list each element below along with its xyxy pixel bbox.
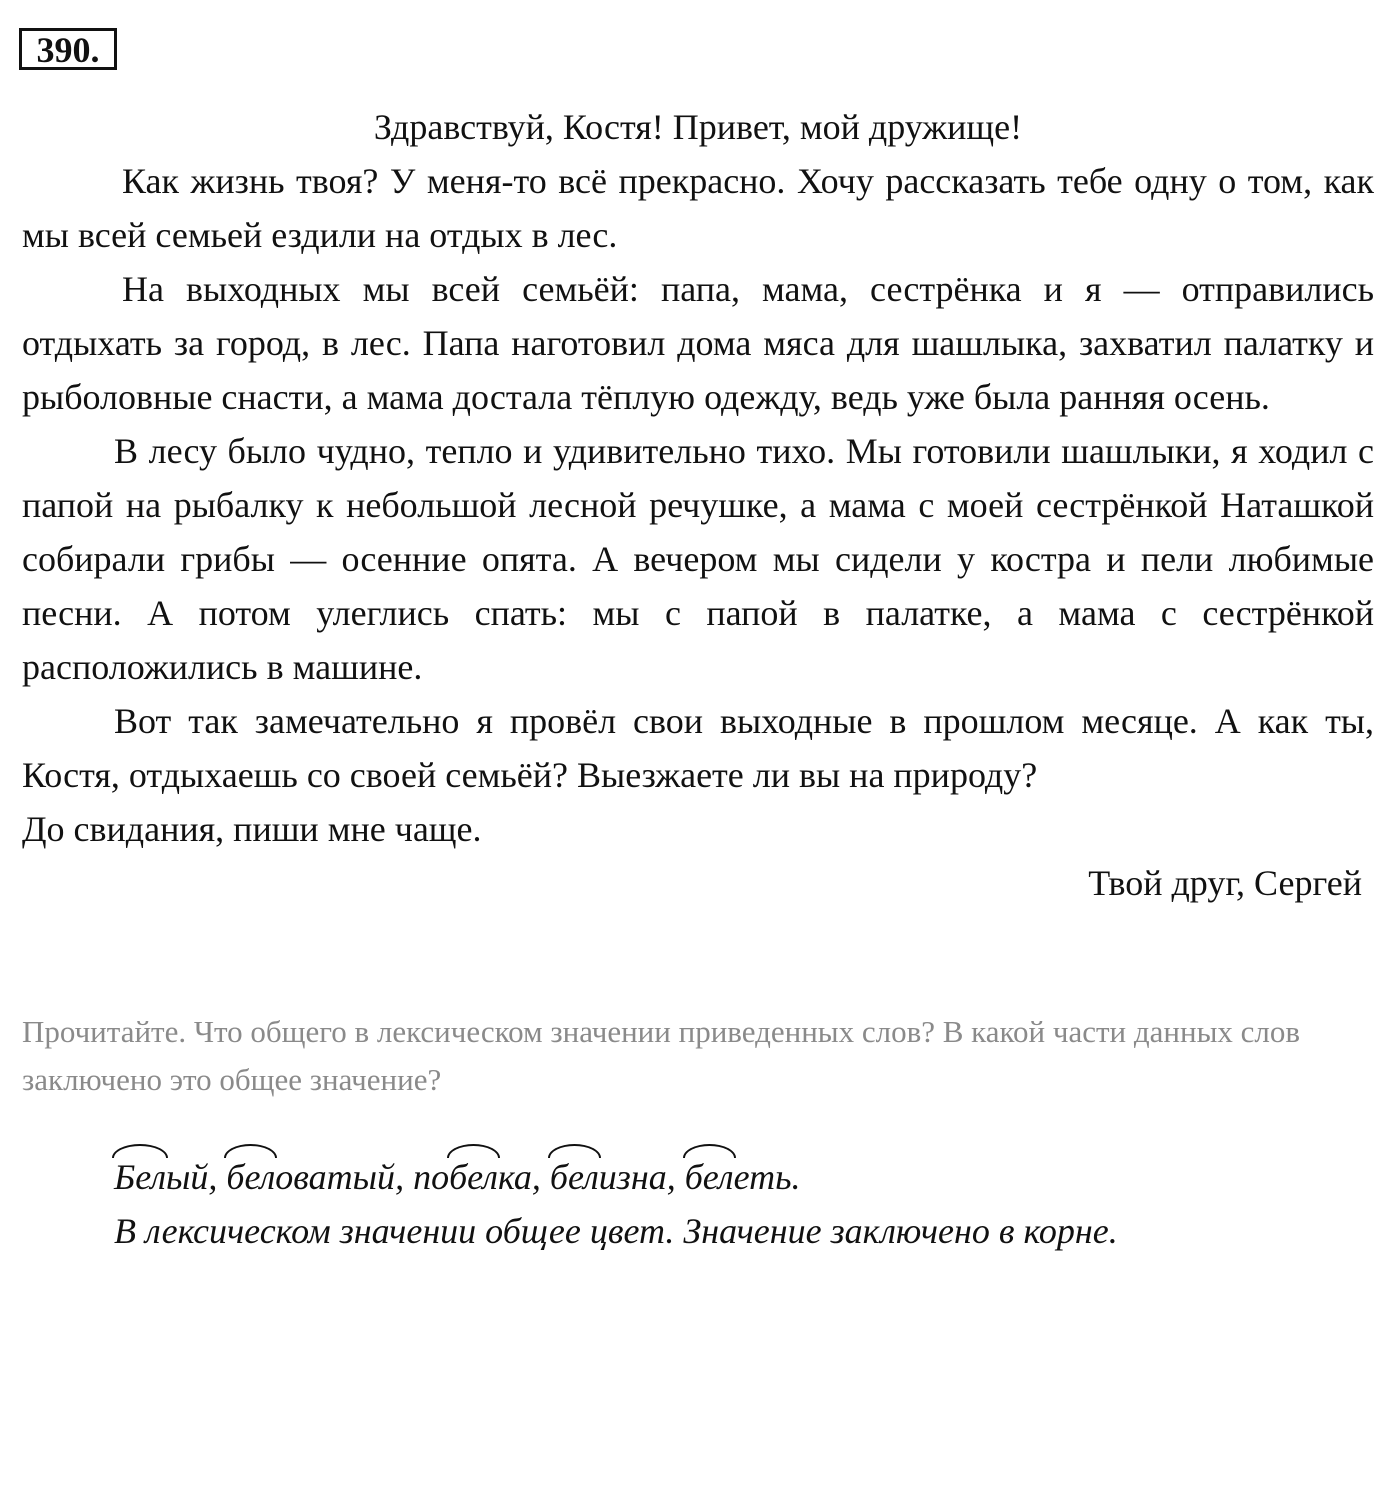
root-mark: Бел [114,1150,166,1204]
word-belyj: Белый [114,1150,208,1204]
root-arc-icon [224,1144,277,1158]
letter-paragraph-4: Вот так замечательно я провёл свои выходные в прошлом месяце. А как ты, Костя, отдыхаешь со своей семьёй? Выезжаете ли вы на природу? [22,701,1374,795]
word-list: Белый, беловатый, по белка, белизна, белеть. [114,1150,1384,1204]
word-belet: белеть [685,1150,792,1204]
root-arc-icon [112,1144,168,1158]
letter-text [22,100,1374,910]
root-mark: бел [449,1150,498,1204]
root-mark: бел [685,1150,734,1204]
root-arc-icon [683,1144,736,1158]
answer-block [114,1150,1384,1258]
letter-signature: Твой друг, Сергей [1088,863,1362,903]
letter-greeting: Здравствуй, Костя! Привет, мой дружище! [373,107,1023,147]
root-arc-icon [548,1144,601,1158]
root-mark: бел [226,1150,275,1204]
word-belizna: белизна [550,1150,667,1204]
task-instructions: Прочитайте. Что общего в лексическом значении приведенных слов? В какой части данных слов заключено это общее значение? [22,1014,1301,1097]
root-mark: бел [550,1150,599,1204]
letter-paragraph-2: На выходных мы всей семьёй: папа, мама, сестрёнка и я — отправились отдыхать за город, в лес. Папа наготовил дома мяса для шашлыка, захватил палатку и рыболовные снасти, а мама достала тёплую одежду, ведь уже была ранняя осень. [22,269,1374,417]
letter-paragraph-3: В лесу было чудно, тепло и удивительно тихо. Мы готовили шашлыки, я ходил с папой на рыбалку к небольшой лесной речушке, а мама с моей сестрёнкой Наташкой собирали грибы — осенние опята. А вечером мы сидели у костра и пели любимые песни. А потом улеглись спать: мы с папой в палатке, а мама с сестрёнкой расположились в машине. [22,431,1374,687]
word-pobelka: по белка [413,1150,532,1204]
exercise-number: 390. [19,28,117,70]
letter-closing: До свидания, пиши мне чаще. [22,809,482,849]
root-arc-icon [447,1144,500,1158]
word-belovatyj: беловатый [226,1150,395,1204]
letter-paragraph-1: Как жизнь твоя? У меня-то всё прекрасно. Хочу рассказать тебе одну о том, как мы всей семьей ездили на отдых в лес. [22,161,1374,255]
answer-conclusion: В лексическом значении общее цвет. Значение заключено в корне. [114,1211,1118,1251]
